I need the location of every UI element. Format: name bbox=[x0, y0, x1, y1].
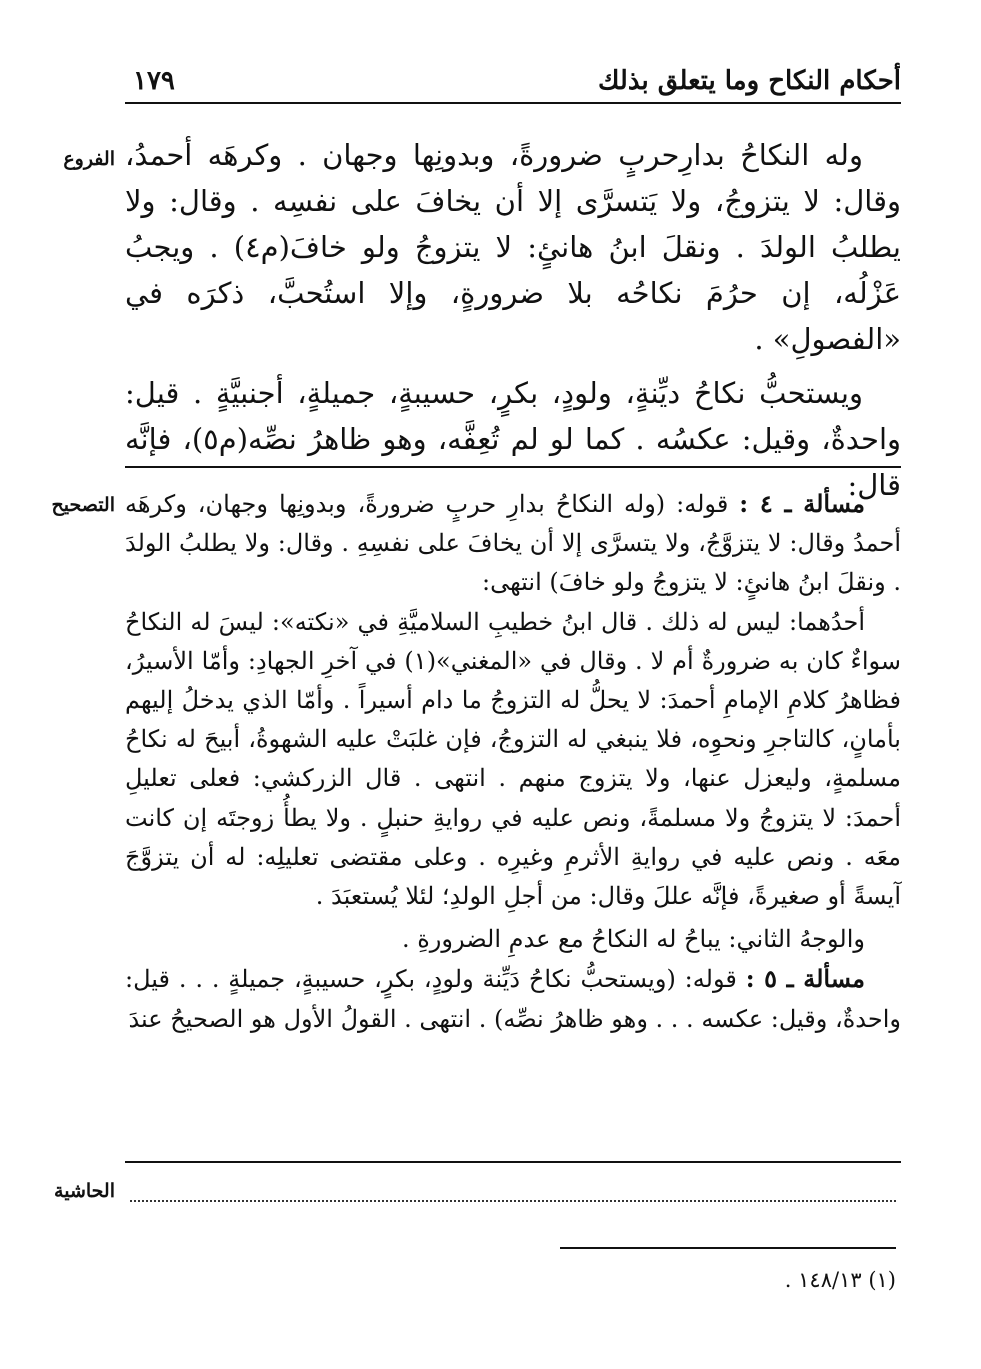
header-title: أحكام النكاح وما يتعلق بذلك bbox=[598, 66, 901, 96]
masala-4-label: مسألة ـ ٤ : bbox=[739, 489, 866, 518]
masala-4-paragraph bbox=[125, 484, 901, 603]
header-divider bbox=[125, 102, 901, 104]
hashiya-dotted-line bbox=[130, 1200, 896, 1202]
furu3-section bbox=[125, 132, 901, 508]
running-header bbox=[125, 62, 901, 102]
second-opinion-paragraph: والوجهُ الثاني: يباحُ له النكاحُ مع عدمِ الضرورةِ . bbox=[401, 925, 865, 954]
masala-5-label: مسألة ـ ٥ : bbox=[745, 964, 865, 994]
footnote: (١) ١٤٨/١٣ . bbox=[784, 1268, 896, 1292]
side-label-hashiya: الحاشية bbox=[54, 1180, 115, 1202]
furu3-paragraph: وله النكاحُ بدارِحربٍ ضرورةً، وبدونِها وجهان . وكرهَه أحمدُ، وقال: لا يتزوجُ، ولا يَتسرَّى إلا أن يخافَ على نفسِه . وقال: ولا يطلبُ الولدَ . ونقلَ ابنُ هانئٍ: لا يتزوجُ ولو خافَ(م٤) . ويجبُ عَزْلُه، إن حرُمَ نكاحُه بلا ضرورةٍ، وإلا استُحبَّ، ذكرَه في «الفصولِ» . bbox=[125, 138, 902, 356]
tas7ih-section bbox=[125, 484, 901, 1039]
masala-5-paragraph bbox=[125, 959, 901, 1038]
footnote-divider bbox=[560, 1247, 896, 1249]
furu3-paragraph: ويستحبُّ نكاحُ ديِّنةٍ، ولودٍ، بكرٍ، حسيبةٍ، جميلةٍ، أجنبيَّةٍ . قيل: واحدةٌ، وقيل: عكسُه . كما لو لم تُعِفَّه، وهو ظاهرُ نصِّه(م٥)، فإنَّه قال: bbox=[125, 376, 902, 502]
side-label-furu3: الفروع bbox=[63, 148, 115, 170]
masala-5-text: قوله: (ويستحبُّ نكاحُ دَيِّنة ولودٍ، بكرٍ، حسيبةٍ، جميلةٍ . . . قيل: واحدةٌ، وقيل: عكسه . . . وهو ظاهرُ نصِّه) . انتهى . القولُ الأول هو الصحيحُ عندَ bbox=[125, 965, 901, 1033]
masala-4-text: قوله: (وله النكاحُ بدارِ حربٍ ضرورةً، وبدونِها وجهان، وكرهَه أحمدُ وقال: لا يتزوَّجُ، ولا يتسرَّى إلا أن يخافَ على نفسِهِ . وقال: ولا يطلبُ الولدَ . ونقلَ ابنُ هانئٍ: لا يتزوجُ ولو خافَ) انتهى: bbox=[125, 490, 901, 597]
hashiya-divider bbox=[125, 1161, 901, 1163]
first-opinion-paragraph: أحدُهما: ليس له ذلك . قال ابنُ خطيبِ السلاميَّةِ في «نكته»: ليسَ له النكاحُ سواءٌ كان به ضرورةٌ أم لا . وقال في «المغني»(١) في آخرِ الجهادِ: وأمّا الأسيرُ، فظاهرُ كلامِ الإمامِ أحمدَ: لا يحلُّ له التزوجُ ما دام أسيراً . وأمّا الذي يدخلُ إليهم بأمانٍ، كالتاجرِ ونحوِه، فلا ينبغي له التزوجُ، فإن غلبَتْ عليه الشهوةُ، أبيحَ له نكاحُ مسلمةٍ، وليعزل عنها، ولا يتزوج منهم . انتهى . قال الزركشي: فعلى تعليلِ أحمدَ: لا يتزوجُ ولا مسلمةً، ونص عليه في روايةِ حنبلٍ . ولا يطأُ زوجتَه إن كانت معَه . ونص عليه في روايةِ الأثرمِ وغيرِه . وعلى مقتضى تعليلِه: له أن يتزوَّجَ آيسةً أو صغيرةً، فإنَّه عللَ وقال: من أجلِ الولدِ؛ لئلا يُستعبَدَ . bbox=[125, 607, 901, 911]
page-number: ١٧٩ bbox=[133, 66, 175, 96]
side-label-tas7ih: التصحيح bbox=[51, 494, 115, 516]
section-divider bbox=[125, 466, 901, 468]
